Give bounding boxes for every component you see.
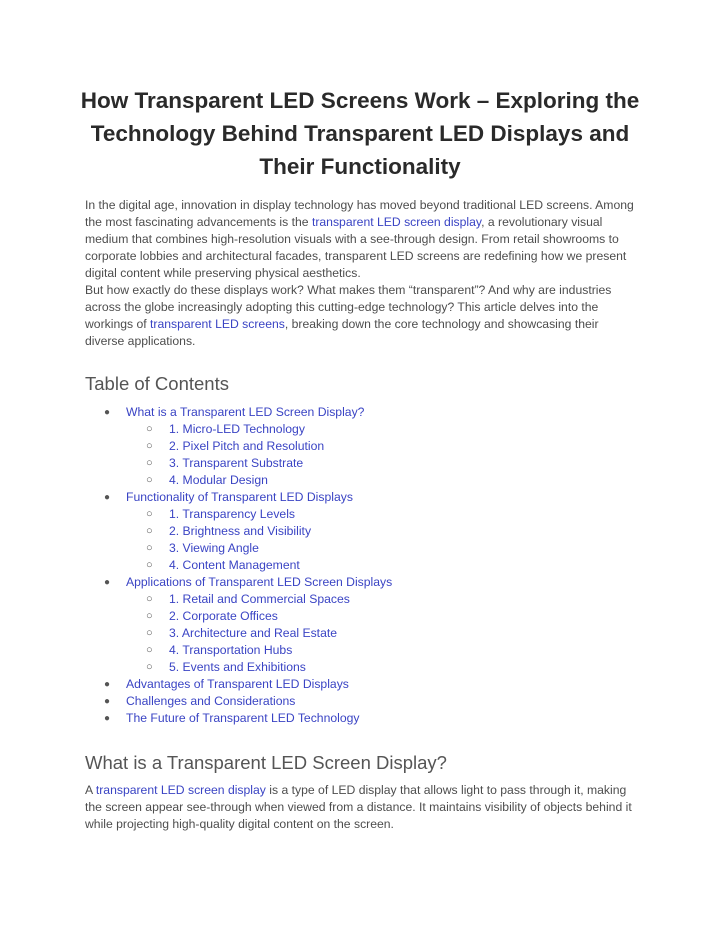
- toc-subitem: [85, 659, 392, 676]
- hollow-bullet-icon: ○: [146, 644, 153, 656]
- transparent-led-screen-display-link[interactable]: transparent LED screen display: [311, 215, 482, 229]
- hollow-bullet-icon: ○: [146, 627, 153, 639]
- toc-sublink[interactable]: 2. Corporate Offices: [169, 609, 278, 623]
- hollow-bullet-icon: ○: [146, 525, 153, 537]
- toc-sublink[interactable]: 4. Modular Design: [169, 473, 268, 487]
- bullet-icon: ●: [104, 492, 111, 503]
- section-paragraph: [85, 782, 637, 833]
- toc-subitem: [85, 455, 392, 472]
- toc-sublink[interactable]: 5. Events and Exhibitions: [169, 660, 306, 674]
- toc-subitem: [85, 421, 392, 438]
- section-text: A: [85, 783, 96, 797]
- bullet-icon: ●: [104, 696, 111, 707]
- toc-item: [85, 489, 392, 506]
- intro-text: , breaking down the core technology and showcasing their diverse applications.: [85, 317, 599, 348]
- toc-item: [85, 710, 392, 727]
- toc-sublink[interactable]: 3. Viewing Angle: [169, 541, 259, 555]
- section-heading: What is a Transparent LED Screen Display?: [85, 752, 447, 773]
- toc-sublink[interactable]: 3. Transparent Substrate: [169, 456, 304, 470]
- section-text: is a type of LED display that allows light to pass through it, making the screen appear see-through when viewed from a distance. It maintains visibility of objects behind it while projecting high-quality digital content on the screen.: [85, 783, 632, 831]
- intro-paragraph-1: [85, 197, 637, 282]
- document-title: How Transparent LED Screens Work – Exploring the Technology Behind Transparent LED Displays and Their Functionality: [80, 88, 640, 179]
- toc-subitem: [85, 523, 392, 540]
- toc-item: [85, 676, 392, 693]
- table-of-contents: [85, 404, 392, 727]
- intro-text: , a revolutionary visual medium that combines high-resolution visuals with a see-through design. From retail showrooms to corporate lobbies and architectural facades, transparent LED screens are redefining how we present digital content while preserving physical aesthetics.: [85, 215, 627, 280]
- toc-link[interactable]: Applications of Transparent LED Screen Displays: [126, 575, 393, 589]
- transparent-led-screen-display-link[interactable]: transparent LED screen display: [95, 783, 266, 797]
- toc-sublink[interactable]: 4. Transportation Hubs: [169, 643, 293, 657]
- section-body: [85, 782, 637, 833]
- hollow-bullet-icon: ○: [146, 661, 153, 673]
- hollow-bullet-icon: ○: [146, 474, 153, 486]
- intro-paragraph-2: [85, 282, 637, 350]
- toc-sublink[interactable]: 3. Architecture and Real Estate: [169, 626, 338, 640]
- hollow-bullet-icon: ○: [146, 457, 153, 469]
- toc-sublink[interactable]: 1. Retail and Commercial Spaces: [169, 592, 350, 606]
- toc-sublink[interactable]: 4. Content Management: [169, 558, 300, 572]
- hollow-bullet-icon: ○: [146, 440, 153, 452]
- toc-heading: Table of Contents: [85, 373, 229, 394]
- intro-section: [85, 197, 637, 350]
- hollow-bullet-icon: ○: [146, 542, 153, 554]
- hollow-bullet-icon: ○: [146, 508, 153, 520]
- toc-subitem: [85, 472, 392, 489]
- toc-item: [85, 693, 392, 710]
- hollow-bullet-icon: ○: [146, 610, 153, 622]
- hollow-bullet-icon: ○: [146, 593, 153, 605]
- toc-subitem: [85, 625, 392, 642]
- toc-link[interactable]: Challenges and Considerations: [126, 694, 296, 708]
- toc-link[interactable]: Functionality of Transparent LED Displays: [126, 490, 353, 504]
- toc-sublink[interactable]: 1. Micro-LED Technology: [169, 422, 305, 436]
- toc-subitem: [85, 642, 392, 659]
- toc-item: [85, 574, 392, 591]
- transparent-led-screens-link[interactable]: transparent LED screens: [150, 317, 285, 331]
- toc-subitem: [85, 540, 392, 557]
- bullet-icon: ●: [104, 407, 111, 418]
- toc-subitem: [85, 506, 392, 523]
- toc-subitem: [85, 438, 392, 455]
- toc-subitem: [85, 608, 392, 625]
- toc-subitem: [85, 557, 392, 574]
- toc-sublink[interactable]: 1. Transparency Levels: [169, 507, 296, 521]
- toc-subitem: [85, 591, 392, 608]
- toc-item: [85, 404, 392, 421]
- bullet-icon: ●: [104, 713, 111, 724]
- toc-link[interactable]: Advantages of Transparent LED Displays: [126, 677, 349, 691]
- bullet-icon: ●: [104, 679, 111, 690]
- toc-link[interactable]: The Future of Transparent LED Technology: [126, 711, 360, 725]
- toc-sublink[interactable]: 2. Brightness and Visibility: [169, 524, 312, 538]
- intro-text: In the digital age, innovation in display technology has moved beyond traditional LED screens. Among the most fascinating advancements is the: [85, 198, 634, 229]
- intro-text: But how exactly do these displays work? What makes them “transparent”? And why are industries across the globe increasingly adopting this cutting-edge technology? This article delves into the workings of: [85, 283, 612, 331]
- bullet-icon: ●: [104, 577, 111, 588]
- hollow-bullet-icon: ○: [146, 423, 153, 435]
- toc-sublink[interactable]: 2. Pixel Pitch and Resolution: [169, 439, 325, 453]
- hollow-bullet-icon: ○: [146, 559, 153, 571]
- toc-link[interactable]: What is a Transparent LED Screen Display?: [126, 405, 365, 419]
